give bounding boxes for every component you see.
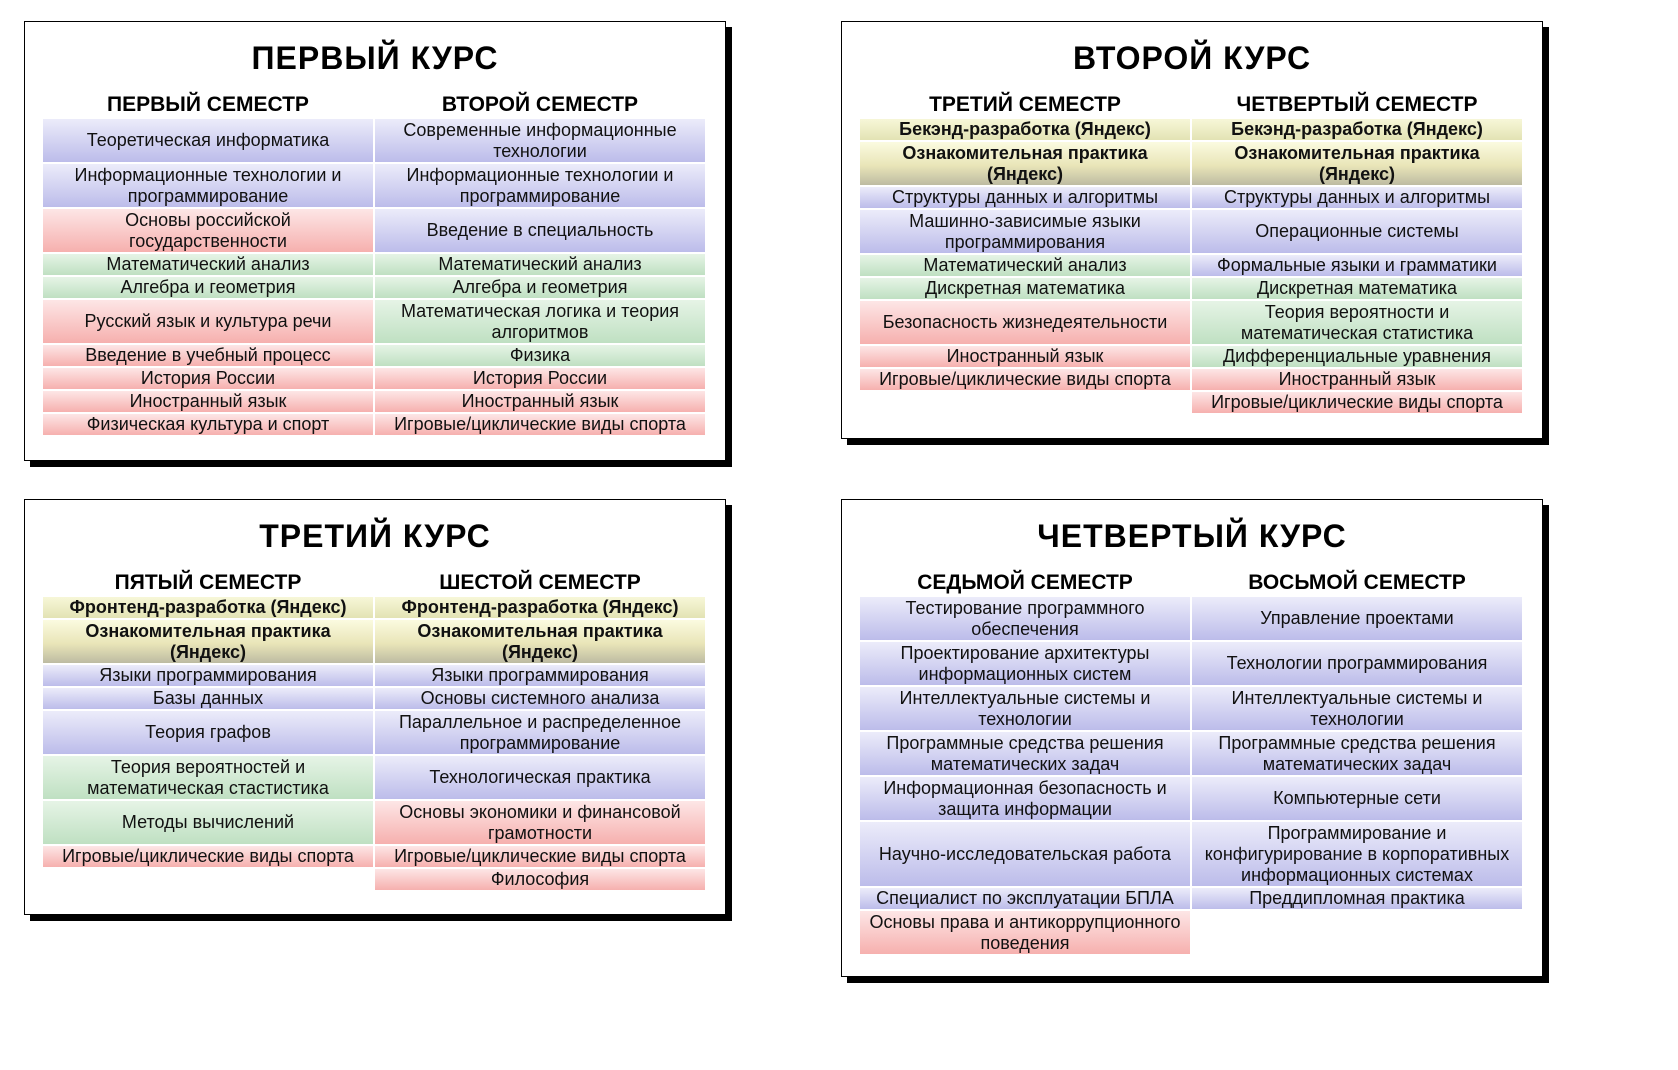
subject-cell: Структуры данных и алгоритмы xyxy=(860,187,1190,208)
subject-cell: Проектирование архитектуры информационных систем xyxy=(860,642,1190,685)
subject-cell: Ознакомительная практика (Яндекс) xyxy=(43,620,373,663)
subject-cell: История России xyxy=(43,368,373,389)
subject-cell: Игровые/циклические виды спорта xyxy=(375,414,705,435)
semester-title: ВТОРОЙ СЕМЕСТР xyxy=(441,93,639,116)
subject-cell: Теория графов xyxy=(43,711,373,754)
course-title: ПЕРВЫЙ КУРС xyxy=(251,40,499,76)
course-title: ВТОРОЙ КУРС xyxy=(1072,40,1312,76)
subject-cell: Научно-исследовательская работа xyxy=(860,822,1190,886)
semester-column xyxy=(375,92,705,437)
subject-cell: Фронтенд-разработка (Яндекс) xyxy=(43,597,373,618)
subject-cell: Основы экономики и финансовой грамотности xyxy=(375,801,705,844)
subject-cell: Философия xyxy=(375,869,705,890)
subject-cell: Фронтенд-разработка (Яндекс) xyxy=(375,597,705,618)
subject-cell: Иностранный язык xyxy=(43,391,373,412)
semester-column xyxy=(860,92,1190,392)
subject-cell: Управление проектами xyxy=(1192,597,1522,640)
course-card-2 xyxy=(841,21,1543,439)
subject-cell: Дискретная математика xyxy=(1192,278,1522,299)
subject-cell: Игровые/циклические виды спорта xyxy=(43,846,373,867)
semester-column xyxy=(375,570,705,892)
subject-cell: Программные средства решения математических задач xyxy=(1192,732,1522,775)
subject-cell: Дифференциальные уравнения xyxy=(1192,346,1522,367)
subject-cell: Операционные системы xyxy=(1192,210,1522,253)
subject-cell: Теория вероятности и математическая статистика xyxy=(1192,301,1522,344)
subject-cell: Теоретическая информатика xyxy=(43,119,373,162)
subject-cell: Игровые/циклические виды спорта xyxy=(860,369,1190,390)
subject-cell: Специалист по эксплуатации БПЛА xyxy=(860,888,1190,909)
subject-cell: Дискретная математика xyxy=(860,278,1190,299)
subject-cell: Преддипломная практика xyxy=(1192,888,1522,909)
semester-title: ПЯТЫЙ СЕМЕСТР xyxy=(114,571,302,594)
subject-cell: Тестирование программного обеспечения xyxy=(860,597,1190,640)
course-card-1 xyxy=(24,21,726,461)
semester-title: ТРЕТИЙ СЕМЕСТР xyxy=(929,93,1121,116)
semester-title: ПЕРВЫЙ СЕМЕСТР xyxy=(107,93,309,116)
subject-cell: Информационные технологии и программирование xyxy=(43,164,373,207)
semester-title: ВОСЬМОЙ СЕМЕСТР xyxy=(1248,571,1466,594)
subject-cell: Технологии программирования xyxy=(1192,642,1522,685)
semester-column xyxy=(860,570,1190,956)
subject-cell: Технологическая практика xyxy=(375,756,705,799)
subject-cell: Программные средства решения математических задач xyxy=(860,732,1190,775)
semester-title: ШЕСТОЙ СЕМЕСТР xyxy=(439,571,641,594)
subject-cell: Алгебра и геометрия xyxy=(375,277,705,298)
subject-cell: Теория вероятностей и математическая стастистика xyxy=(43,756,373,799)
subject-cell: Игровые/циклические виды спорта xyxy=(375,846,705,867)
subject-cell: Введение в специальность xyxy=(375,209,705,252)
course-card-3 xyxy=(24,499,726,915)
subject-cell: Интеллектуальные системы и технологии xyxy=(860,687,1190,730)
subject-cell: Бекэнд-разработка (Яндекс) xyxy=(860,119,1190,140)
subject-cell: Основы системного анализа xyxy=(375,688,705,709)
subject-cell: Языки программирования xyxy=(43,665,373,686)
course-card-4 xyxy=(841,499,1543,977)
subject-cell: Ознакомительная практика (Яндекс) xyxy=(1192,142,1522,185)
subject-cell: Математический анализ xyxy=(860,255,1190,276)
subject-cell: Структуры данных и алгоритмы xyxy=(1192,187,1522,208)
subject-cell: Основы права и антикоррупционного поведения xyxy=(860,911,1190,954)
semester-column xyxy=(1192,570,1522,911)
course-title: ТРЕТИЙ КУРС xyxy=(259,518,491,554)
subject-cell: Математический анализ xyxy=(43,254,373,275)
subject-cell: Иностранный язык xyxy=(860,346,1190,367)
subject-cell: Математическая логика и теория алгоритмов xyxy=(375,300,705,343)
subject-cell: Базы данных xyxy=(43,688,373,709)
subject-cell: Введение в учебный процесс xyxy=(43,345,373,366)
subject-cell: Русский язык и культура речи xyxy=(43,300,373,343)
semester-column xyxy=(43,570,373,869)
subject-cell: Алгебра и геометрия xyxy=(43,277,373,298)
subject-cell: Языки программирования xyxy=(375,665,705,686)
subject-cell: Компьютерные сети xyxy=(1192,777,1522,820)
subject-cell: Игровые/циклические виды спорта xyxy=(1192,392,1522,413)
subject-cell: Математический анализ xyxy=(375,254,705,275)
subject-cell: Параллельное и распределенное программирование xyxy=(375,711,705,754)
subject-cell: Современные информационные технологии xyxy=(375,119,705,162)
course-title: ЧЕТВЕРТЫЙ КУРС xyxy=(1037,518,1347,554)
subject-cell: Ознакомительная практика (Яндекс) xyxy=(860,142,1190,185)
subject-cell: Машинно-зависимые языки программирования xyxy=(860,210,1190,253)
subject-cell: Методы вычислений xyxy=(43,801,373,844)
semester-title: СЕДЬМОЙ СЕМЕСТР xyxy=(917,571,1133,594)
subject-cell: Основы российской государственности xyxy=(43,209,373,252)
subject-cell: Бекэнд-разработка (Яндекс) xyxy=(1192,119,1522,140)
subject-cell: Иностранный язык xyxy=(375,391,705,412)
subject-cell: Формальные языки и грамматики xyxy=(1192,255,1522,276)
semester-column xyxy=(43,92,373,437)
semester-column xyxy=(1192,92,1522,415)
subject-cell: Ознакомительная практика (Яндекс) xyxy=(375,620,705,663)
subject-cell: Иностранный язык xyxy=(1192,369,1522,390)
subject-cell: Физическая культура и спорт xyxy=(43,414,373,435)
subject-cell: Интеллектуальные системы и технологии xyxy=(1192,687,1522,730)
semester-title: ЧЕТВЕРТЫЙ СЕМЕСТР xyxy=(1236,93,1478,116)
subject-cell: Программирование и конфигурирование в корпоративных информационных системах xyxy=(1192,822,1522,886)
subject-cell: Информационная безопасность и защита информации xyxy=(860,777,1190,820)
subject-cell: История России xyxy=(375,368,705,389)
subject-cell: Безопасность жизнедеятельности xyxy=(860,301,1190,344)
subject-cell: Физика xyxy=(375,345,705,366)
subject-cell: Информационные технологии и программирование xyxy=(375,164,705,207)
